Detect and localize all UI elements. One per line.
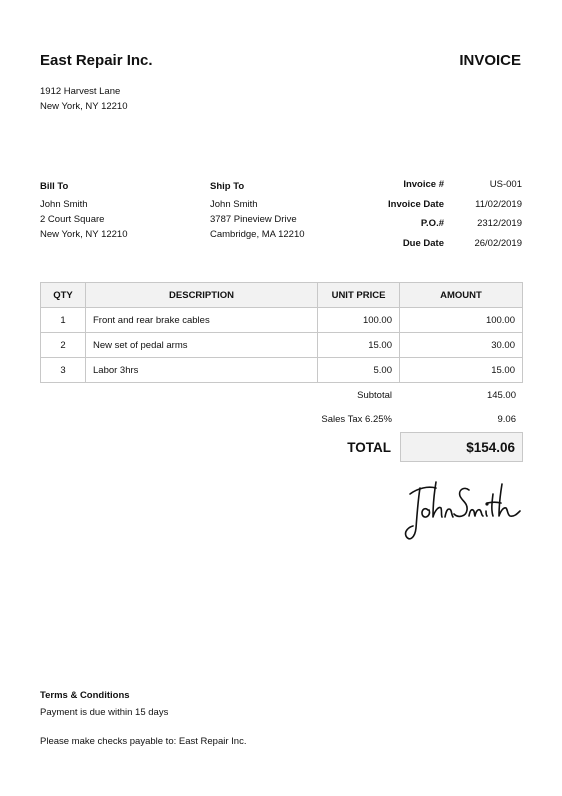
cell-description: New set of pedal arms xyxy=(86,333,318,358)
cell-amount: 30.00 xyxy=(400,333,523,358)
ship-to-line2: Cambridge, MA 12210 xyxy=(210,229,305,240)
meta-label: Invoice # xyxy=(403,179,444,190)
meta-value: US-001 xyxy=(489,179,522,190)
table-header-row xyxy=(41,283,523,308)
ship-to-line1: 3787 Pineview Drive xyxy=(210,214,297,225)
meta-value: 2312/2019 xyxy=(477,218,522,229)
table-row xyxy=(41,358,523,383)
header-unit-price: UNIT PRICE xyxy=(318,283,400,308)
header-amount: AMOUNT xyxy=(400,283,523,308)
meta-label: Due Date xyxy=(402,237,444,249)
cell-amount: 100.00 xyxy=(400,308,523,333)
bill-to-heading: Bill To xyxy=(40,181,69,192)
cell-qty: 2 xyxy=(41,333,86,358)
meta-label: P.O.# xyxy=(420,218,444,229)
terms-line2: Please make checks payable to: East Repair Inc. xyxy=(40,736,247,747)
totals-block xyxy=(280,383,523,462)
bill-to-name: John Smith xyxy=(40,199,88,210)
line-items-table xyxy=(40,282,523,383)
terms-line1: Payment is due within 15 days xyxy=(40,707,169,718)
total-row xyxy=(280,432,523,462)
table-row xyxy=(41,333,523,358)
signature xyxy=(398,470,526,546)
meta-row-due-date xyxy=(360,238,522,258)
bill-to-line1: 2 Court Square xyxy=(40,214,105,225)
terms-block xyxy=(40,688,246,749)
document-title: INVOICE xyxy=(459,52,521,69)
terms-heading: Terms & Conditions xyxy=(40,690,130,701)
meta-row-invoice-date xyxy=(360,199,522,219)
tax-row xyxy=(280,407,523,431)
company-name: East Repair Inc. xyxy=(40,52,153,69)
tax-label: Sales Tax 6.25% xyxy=(321,413,392,425)
ship-to-name: John Smith xyxy=(210,199,258,210)
cell-description: Front and rear brake cables xyxy=(86,308,318,333)
subtotal-value: 145.00 xyxy=(486,389,516,401)
cell-qty: 3 xyxy=(41,358,86,383)
table-row xyxy=(41,308,523,333)
invoice-meta xyxy=(360,179,522,257)
company-address-line2: New York, NY 12210 xyxy=(40,101,128,112)
cell-description: Labor 3hrs xyxy=(86,358,318,383)
total-value: $154.06 xyxy=(400,432,523,462)
header-qty: QTY xyxy=(41,283,86,308)
meta-label: Invoice Date xyxy=(388,198,444,210)
meta-row-invoice-number xyxy=(360,179,522,199)
header-description: DESCRIPTION xyxy=(86,283,318,308)
company-address xyxy=(40,84,128,114)
cell-unit-price: 5.00 xyxy=(318,358,400,383)
cell-unit-price: 15.00 xyxy=(318,333,400,358)
cell-amount: 15.00 xyxy=(400,358,523,383)
subtotal-row xyxy=(280,383,523,407)
cell-qty: 1 xyxy=(41,308,86,333)
meta-value: 26/02/2019 xyxy=(474,237,522,249)
subtotal-label: Subtotal xyxy=(357,389,392,401)
total-label: TOTAL xyxy=(347,439,392,455)
bill-to-line2: New York, NY 12210 xyxy=(40,229,128,240)
ship-to-heading: Ship To xyxy=(210,181,245,192)
bill-to-block xyxy=(40,179,128,242)
cell-unit-price: 100.00 xyxy=(318,308,400,333)
company-address-line1: 1912 Harvest Lane xyxy=(40,86,121,97)
meta-value: 11/02/2019 xyxy=(475,198,522,210)
ship-to-block xyxy=(210,179,305,242)
meta-row-po-number xyxy=(360,218,522,238)
tax-value: 9.06 xyxy=(497,413,516,425)
